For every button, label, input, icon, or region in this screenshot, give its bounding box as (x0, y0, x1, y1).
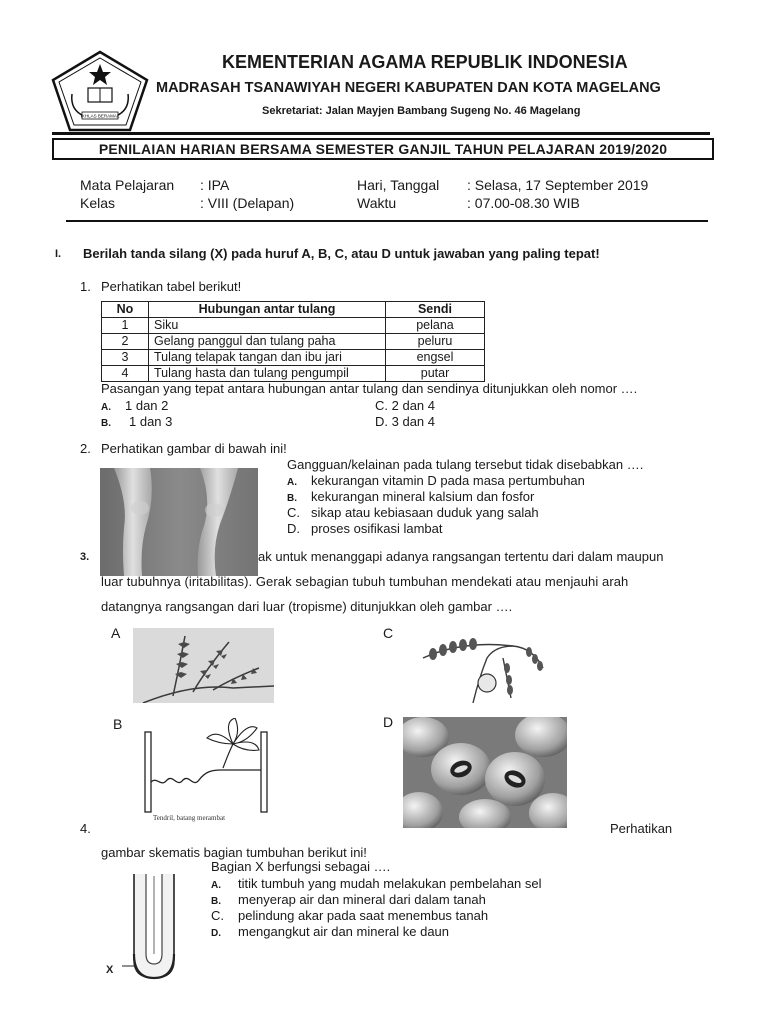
option-letter: D. (287, 521, 300, 536)
school-name: MADRASAH TSANAWIYAH NEGERI KABUPATEN DAN KOTA MAGELANG (156, 80, 661, 96)
q4-number: 4. (80, 821, 91, 836)
x-marker-label: X (106, 964, 114, 976)
option-letter: D. (375, 414, 388, 429)
day-label: Hari, Tanggal (357, 177, 440, 193)
q3-line-3: datangnya rangsangan dari luar (tropisme) ditunjukkan oleh gambar …. (101, 599, 513, 614)
option-text: kekurangan mineral kalsium dan fosfor (311, 489, 535, 504)
row-bones: Tulang hasta dan tulang pengumpil (149, 366, 386, 382)
option-text: menyerap air dan mineral dari dalam tanah (238, 892, 486, 907)
row-joint: peluru (386, 334, 485, 350)
option-letter: A. (287, 477, 297, 488)
tendril-caption: Tendril, batang merambat (153, 814, 226, 822)
option-text: 2 dan 4 (391, 398, 435, 413)
table-header-row (102, 302, 485, 318)
option-letter: B. (211, 896, 221, 907)
table-header-joint: Sendi (386, 302, 485, 318)
table-header-no: No (102, 302, 149, 318)
q2-prompt: Perhatikan gambar di bawah ini! (101, 441, 287, 456)
q3-label-c: C (383, 625, 394, 641)
q1-prompt: Perhatikan tabel berikut! (101, 279, 242, 294)
class-label: Kelas (80, 195, 116, 211)
tendril-image (137, 718, 284, 827)
option-letter: A. (101, 402, 111, 413)
q3-label-b: B (113, 716, 123, 732)
time-label: Waktu (357, 195, 397, 211)
header-rule (52, 132, 710, 135)
q1-option-b[interactable] (101, 414, 172, 429)
class-value: : VIII (Delapan) (200, 195, 295, 211)
option-text: proses osifikasi lambat (311, 521, 443, 536)
table-row (102, 350, 485, 366)
option-text: 1 dan 3 (129, 414, 173, 429)
row-no: 4 (102, 366, 149, 382)
bowed-legs-photo (100, 468, 258, 576)
table-header-bones: Hubungan antar tulang (149, 302, 386, 318)
q4-lead: Perhatikan (610, 821, 673, 836)
q4-question: Bagian X berfungsi sebagai …. (211, 859, 391, 874)
q1-option-a[interactable] (101, 398, 168, 413)
q2-option-c[interactable] (287, 505, 539, 520)
option-text: mengangkut air dan mineral ke daun (238, 924, 450, 939)
option-letter: C. (375, 398, 388, 413)
subject-value: : IPA (200, 177, 230, 193)
option-letter: B. (287, 493, 297, 504)
subject-label: Mata Pelajaran (80, 177, 175, 193)
row-joint: pelana (386, 318, 485, 334)
stomata-micrograph (403, 717, 567, 828)
sensitive-plant-image (403, 628, 569, 703)
option-letter: C. (211, 908, 224, 923)
row-bones: Gelang panggul dan tulang paha (149, 334, 386, 350)
section-number: I. (55, 248, 62, 260)
option-text: 3 dan 4 (391, 414, 435, 429)
q2-question: Gangguan/kelainan pada tulang tersebut tidak disebabkan …. (287, 457, 644, 472)
table-row (102, 318, 485, 334)
logo-motto: IKHLAS BERAMAL (80, 113, 120, 119)
q4-option-b[interactable] (211, 892, 486, 907)
exam-title: PENILAIAN HARIAN BERSAMA SEMESTER GANJIL TAHUN PELAJARAN 2019/2020 (52, 138, 714, 160)
q4-option-d[interactable] (211, 924, 449, 939)
root-tip-diagram (104, 870, 184, 982)
q3-label-a: A (111, 625, 121, 641)
option-text: sikap atau kebiasaan duduk yang salah (311, 505, 539, 520)
row-no: 1 (102, 318, 149, 334)
mimosa-leaf-image (133, 628, 274, 703)
info-rule (66, 220, 708, 222)
ministry-logo (50, 50, 150, 132)
row-joint: engsel (386, 350, 485, 366)
q4-prompt: gambar skematis bagian tumbuhan berikut ini! (101, 845, 367, 860)
option-letter: A. (211, 880, 221, 891)
row-no: 2 (102, 334, 149, 350)
row-joint: putar (386, 366, 485, 382)
q4-option-a[interactable] (211, 876, 542, 891)
bone-joint-table (101, 301, 485, 382)
row-bones: Siku (149, 318, 386, 334)
q1-question: Pasangan yang tepat antara hubungan antar tulang dan sendinya ditunjukkan oleh nomor …. (101, 381, 638, 396)
table-row (102, 334, 485, 350)
q2-option-b[interactable] (287, 489, 534, 504)
option-letter: C. (287, 505, 300, 520)
time-value: : 07.00-08.30 WIB (467, 195, 580, 211)
q3-line-1: ak untuk menanggapi adanya rangsangan tertentu dari dalam maupun (258, 549, 664, 564)
row-bones: Tulang telapak tangan dan ibu jari (149, 350, 386, 366)
q1-option-c[interactable] (375, 398, 435, 413)
section-instruction: Berilah tanda silang (X) pada huruf A, B, C, atau D untuk jawaban yang paling tepat! (83, 246, 600, 261)
option-letter: D. (211, 928, 221, 939)
row-no: 3 (102, 350, 149, 366)
school-address: Sekretariat: Jalan Mayjen Bambang Sugeng No. 46 Magelang (262, 105, 581, 117)
q1-option-d[interactable] (375, 414, 435, 429)
q2-number: 2. (80, 441, 91, 456)
table-row (102, 366, 485, 382)
q4-option-c[interactable] (211, 908, 488, 923)
day-value: : Selasa, 17 September 2019 (467, 177, 649, 193)
q2-option-d[interactable] (287, 521, 443, 536)
option-text: 1 dan 2 (125, 398, 169, 413)
q3-number: 3. (80, 551, 90, 563)
q3-line-2: luar tubuhnya (iritabilitas). Gerak sebagian tubuh tumbuhan mendekati atau menjauhi arah (101, 574, 629, 589)
q2-option-a[interactable] (287, 473, 585, 488)
option-text: titik tumbuh yang mudah melakukan pembelahan sel (238, 876, 542, 891)
ministry-title: KEMENTERIAN AGAMA REPUBLIK INDONESIA (222, 52, 628, 72)
option-letter: B. (101, 418, 111, 429)
option-text: kekurangan vitamin D pada masa pertumbuhan (311, 473, 585, 488)
q1-number: 1. (80, 279, 91, 294)
option-text: pelindung akar pada saat menembus tanah (238, 908, 489, 923)
q3-label-d: D (383, 714, 394, 730)
